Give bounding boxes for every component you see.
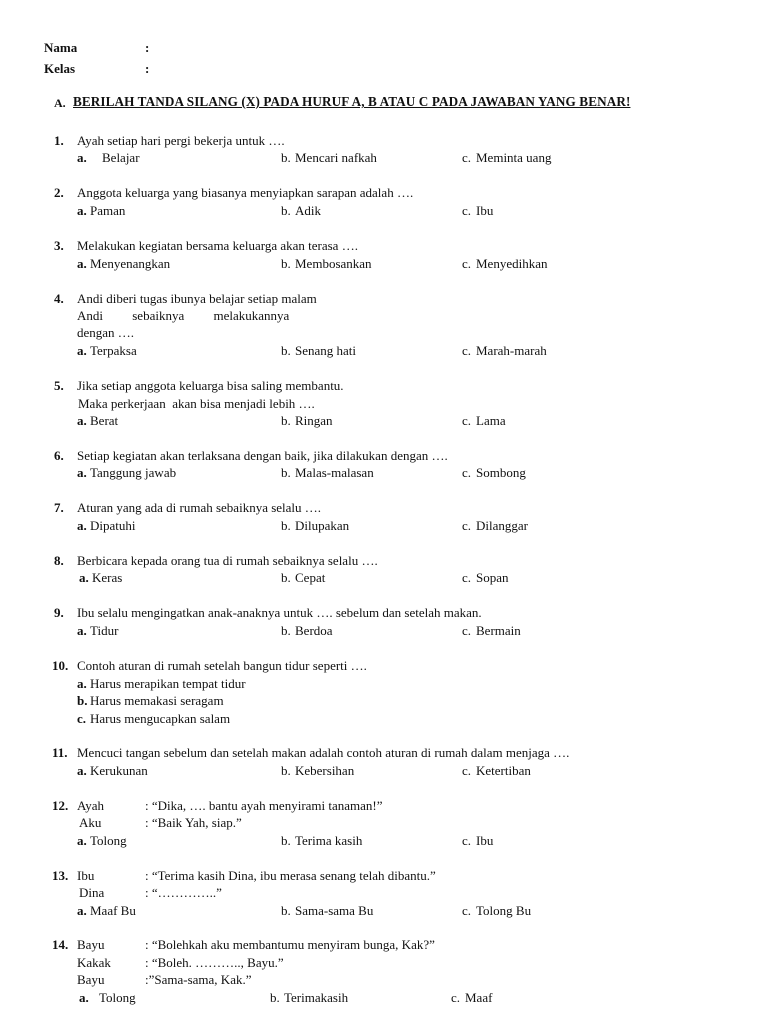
question-number: 3. [54, 238, 64, 253]
option-letter: c. [462, 833, 472, 848]
option-text: Ibu [476, 203, 494, 218]
dialog-line: : “Dika, …. bantu ayah menyirami tanaman!” [145, 798, 383, 813]
question-number: 14. [52, 937, 69, 952]
option-letter: c. [462, 150, 472, 165]
option-text: Terimakasih [284, 990, 349, 1005]
dialog-line: : “Bolehkah aku membantumu menyiram bunga, Kak?” [145, 937, 435, 952]
option-text: Kerukunan [90, 763, 148, 778]
option-letter: a. [77, 203, 87, 218]
question-text: Andi diberi tugas ibunya belajar setiap malam [77, 291, 317, 306]
option-text: Marah-marah [476, 343, 547, 358]
option-text: Belajar [102, 150, 140, 165]
option-letter: c. [462, 763, 472, 778]
option-letter: a. [77, 623, 87, 638]
section-letter: A. [54, 96, 66, 110]
option-text: Dilanggar [476, 518, 528, 533]
dialog-speaker: Bayu [77, 972, 105, 987]
option-letter: a. [77, 150, 87, 165]
option-text: Paman [90, 203, 126, 218]
question-number: 11. [52, 745, 68, 760]
option-letter: a. [77, 763, 87, 778]
option-text: Membosankan [295, 256, 372, 271]
option-letter: a. [77, 413, 87, 428]
question-text: Ibu selalu mengingatkan anak-anaknya untuk …. sebelum dan setelah makan. [77, 605, 482, 620]
option-letter: b. [281, 570, 291, 585]
option-letter: c. [462, 203, 472, 218]
option-text: Senang hati [295, 343, 357, 358]
question-text: Ayah setiap hari pergi bekerja untuk …. [77, 133, 285, 148]
kelas-colon: : [145, 61, 150, 76]
option-text: Berat [90, 413, 119, 428]
option-letter: c. [462, 256, 472, 271]
question-number: 1. [54, 133, 64, 148]
option-letter: a. [77, 343, 87, 358]
option-letter: b. [281, 343, 291, 358]
question-number: 2. [54, 185, 64, 200]
question-text: Jika setiap anggota keluarga bisa saling membantu. [77, 378, 344, 393]
option-letter: b. [281, 413, 291, 428]
option-letter: c. [462, 343, 472, 358]
option-letter: c. [462, 903, 472, 918]
question-number: 7. [54, 500, 64, 515]
option-letter: b. [281, 256, 291, 271]
option-text: Terima kasih [295, 833, 363, 848]
option-letter: b. [281, 150, 291, 165]
option-letter: a. [77, 518, 87, 533]
option-letter: a. [77, 465, 87, 480]
dialog-line: : “Baik Yah, siap.” [145, 815, 242, 830]
question-text: Berbicara kepada orang tua di rumah sebaiknya selalu …. [77, 553, 378, 568]
option-letter: c. [77, 711, 87, 726]
option-text: Sombong [476, 465, 526, 480]
option-text: Dipatuhi [90, 518, 136, 533]
option-text: Ketertiban [476, 763, 531, 778]
option-text: Tolong [99, 990, 136, 1005]
question-number: 8. [54, 553, 64, 568]
option-text: Berdoa [295, 623, 333, 638]
option-text: Kebersihan [295, 763, 355, 778]
question-text: dengan …. [77, 325, 135, 340]
option-letter: c. [462, 518, 472, 533]
question-text: Contoh aturan di rumah setelah bangun tidur seperti …. [77, 658, 367, 673]
question-number: 13. [52, 868, 69, 883]
question-number: 5. [54, 378, 64, 393]
nama-label: Nama [44, 40, 78, 55]
option-letter: b. [281, 203, 291, 218]
option-letter: a. [77, 676, 87, 691]
option-letter: a. [77, 256, 87, 271]
option-text: Adik [295, 203, 321, 218]
dialog-speaker: Kakak [77, 955, 111, 970]
dialog-speaker: Bayu [77, 937, 105, 952]
option-letter: c. [462, 623, 472, 638]
option-text: Tanggung jawab [90, 465, 177, 480]
option-text: Harus merapikan tempat tidur [90, 676, 246, 691]
question-text: Setiap kegiatan akan terlaksana dengan baik, jika dilakukan dengan …. [77, 448, 448, 463]
option-text: Ibu [476, 833, 494, 848]
dialog-line: : “Terima kasih Dina, ibu merasa senang telah dibantu.” [145, 868, 436, 883]
dialog-line: : “Boleh. ……….., Bayu.” [145, 955, 284, 970]
option-text: Maaf [465, 990, 493, 1005]
question-text: Andi sebaiknya melakukannya [77, 308, 290, 323]
question-number: 6. [54, 448, 64, 463]
dialog-speaker: Ibu [77, 868, 95, 883]
option-letter: a. [79, 990, 89, 1005]
question-text: Anggota keluarga yang biasanya menyiapkan sarapan adalah …. [77, 185, 414, 200]
option-letter: a. [77, 903, 87, 918]
question-text: Mencuci tangan sebelum dan setelah makan adalah contoh aturan di rumah dalam menjaga …. [77, 745, 570, 760]
option-text: Lama [476, 413, 506, 428]
section-title: BERILAH TANDA SILANG (X) PADA HURUF A, B ATAU C PADA JAWABAN YANG BENAR! [73, 94, 631, 109]
dialog-speaker: Aku [79, 815, 102, 830]
option-text: Menyedihkan [476, 256, 548, 271]
option-letter: c. [462, 570, 472, 585]
dialog-line: :”Sama-sama, Kak.” [145, 972, 252, 987]
option-text: Harus mengucapkan salam [90, 711, 231, 726]
option-text: Harus memakasi seragam [90, 693, 224, 708]
option-letter: a. [79, 570, 89, 585]
nama-colon: : [145, 40, 150, 55]
option-letter: b. [281, 763, 291, 778]
question-text: Maka perkerjaan akan bisa menjadi lebih …. [78, 396, 315, 411]
option-letter: a. [77, 833, 87, 848]
kelas-label: Kelas [44, 61, 76, 76]
option-text: Tolong Bu [476, 903, 532, 918]
dialog-speaker: Dina [79, 885, 105, 900]
option-letter: c. [451, 990, 461, 1005]
option-letter: b. [281, 903, 291, 918]
option-text: Terpaksa [90, 343, 137, 358]
option-text: Cepat [295, 570, 326, 585]
question-text: Aturan yang ada di rumah sebaiknya selalu …. [77, 500, 322, 515]
option-letter: b. [281, 833, 291, 848]
question-number: 12. [52, 798, 69, 813]
option-text: Tolong [90, 833, 127, 848]
option-text: Tidur [90, 623, 119, 638]
option-letter: b. [270, 990, 280, 1005]
dialog-speaker: Ayah [77, 798, 104, 813]
question-number: 9. [54, 605, 64, 620]
option-text: Bermain [476, 623, 521, 638]
option-text: Keras [92, 570, 123, 585]
option-text: Malas-malasan [295, 465, 374, 480]
question-text: Melakukan kegiatan bersama keluarga akan terasa …. [77, 238, 358, 253]
option-letter: c. [462, 465, 472, 480]
option-text: Dilupakan [295, 518, 350, 533]
option-letter: c. [462, 413, 472, 428]
option-letter: b. [77, 693, 88, 708]
option-text: Ringan [295, 413, 333, 428]
dialog-line: : “…………..” [145, 885, 222, 900]
option-letter: b. [281, 518, 291, 533]
option-text: Mencari nafkah [295, 150, 377, 165]
option-text: Sopan [476, 570, 509, 585]
question-number: 10. [52, 658, 69, 673]
option-text: Maaf Bu [90, 903, 136, 918]
option-text: Menyenangkan [90, 256, 171, 271]
option-text: Meminta uang [476, 150, 552, 165]
option-letter: b. [281, 623, 291, 638]
option-letter: b. [281, 465, 291, 480]
option-text: Sama-sama Bu [295, 903, 374, 918]
question-number: 4. [54, 291, 64, 306]
